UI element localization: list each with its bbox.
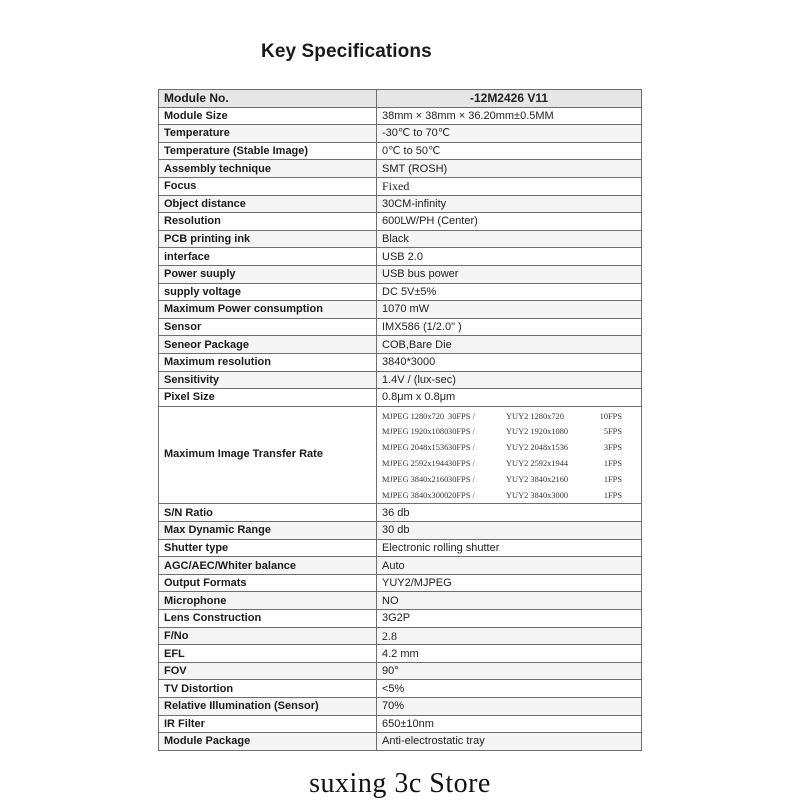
- fps-line: [382, 456, 641, 472]
- row-label: Temperature: [159, 125, 377, 143]
- row-value: 1070 mW: [377, 301, 642, 319]
- row-label: Sensitivity: [159, 371, 377, 389]
- row-label: Object distance: [159, 195, 377, 213]
- table-row: [159, 336, 642, 354]
- table-row: [159, 733, 642, 751]
- row-label: Output Formats: [159, 574, 377, 592]
- row-label: Maximum Power consumption: [159, 301, 377, 319]
- row-value: USB bus power: [377, 265, 642, 283]
- row-label: Sensor: [159, 318, 377, 336]
- row-value: 0℃ to 50℃: [377, 142, 642, 160]
- mjpeg-fps: 30FPS /: [448, 411, 475, 421]
- mjpeg-resolution: MJPEG 3840x3000: [382, 490, 449, 500]
- table-row: [159, 353, 642, 371]
- row-value: YUY2/MJPEG: [377, 574, 642, 592]
- row-value: Anti-electrostatic tray: [377, 733, 642, 751]
- table-row: [159, 504, 642, 522]
- row-label: PCB printing ink: [159, 230, 377, 248]
- mjpeg-fps: 20FPS /: [448, 490, 475, 500]
- table-row: [159, 125, 642, 143]
- fps-list: [382, 407, 641, 504]
- mjpeg-fps: 30FPS /: [448, 427, 475, 437]
- mjpeg-resolution: MJPEG 2592x1944: [382, 459, 449, 469]
- table-row: [159, 645, 642, 663]
- row-value: 36 db: [377, 504, 642, 522]
- yuy2-resolution: YUY2 3840x2160: [506, 474, 569, 484]
- row-value: DC 5V±5%: [377, 283, 642, 301]
- row-value: 38mm × 38mm × 36.20mm±0.5MM: [377, 107, 642, 125]
- row-value: -30℃ to 70℃: [377, 125, 642, 143]
- row-value: NO: [377, 592, 642, 610]
- row-label: S/N Ratio: [159, 504, 377, 522]
- row-value: Electronic rolling shutter: [377, 539, 642, 557]
- table-row: [159, 213, 642, 231]
- table-row: [159, 715, 642, 733]
- row-value: 1.4V / (lux-sec): [377, 371, 642, 389]
- store-name: suxing 3c Store: [309, 768, 491, 799]
- row-label: EFL: [159, 645, 377, 663]
- table-row: [159, 592, 642, 610]
- row-label: Lens Construction: [159, 610, 377, 628]
- row-label: Seneor Package: [159, 336, 377, 354]
- table-row: [159, 522, 642, 540]
- table-row: [159, 248, 642, 266]
- row-value: 70%: [377, 698, 642, 716]
- yuy2-fps: 1FPS: [603, 459, 622, 469]
- yuy2-resolution: YUY2 3840x3000: [506, 490, 569, 500]
- table-row: [159, 389, 642, 407]
- row-label: Relative Illumination (Sensor): [159, 698, 377, 716]
- row-label: Assembly technique: [159, 160, 377, 178]
- row-value: 650±10nm: [377, 715, 642, 733]
- row-label: Temperature (Stable Image): [159, 142, 377, 160]
- yuy2-resolution: YUY2 2592x1944: [506, 459, 569, 469]
- mjpeg-resolution: MJPEG 1280x720: [382, 411, 445, 421]
- yuy2-fps: 1FPS: [603, 490, 622, 500]
- row-value: Black: [377, 230, 642, 248]
- row-label: Focus: [159, 177, 377, 195]
- table-row: [159, 698, 642, 716]
- row-label: Microphone: [159, 592, 377, 610]
- row-value: 90°: [377, 662, 642, 680]
- yuy2-resolution: YUY2 2048x1536: [506, 443, 569, 453]
- row-label: Pixel Size: [159, 389, 377, 407]
- transfer-rate-label: Maximum Image Transfer Rate: [159, 406, 377, 504]
- yuy2-fps: 1FPS: [603, 474, 622, 484]
- mjpeg-fps: 30FPS /: [448, 443, 475, 453]
- table-row: [159, 142, 642, 160]
- row-value: Auto: [377, 557, 642, 575]
- transfer-rate-row: [159, 406, 642, 504]
- mjpeg-resolution: MJPEG 1920x1080: [382, 427, 449, 437]
- fps-line: [382, 472, 641, 488]
- table-row: [159, 301, 642, 319]
- row-value: 4.2 mm: [377, 645, 642, 663]
- row-value: 30 db: [377, 522, 642, 540]
- transfer-rate-values: [377, 406, 642, 504]
- yuy2-resolution: YUY2 1280x720: [506, 411, 564, 421]
- fps-line: [382, 488, 641, 504]
- row-value: 3G2P: [377, 610, 642, 628]
- fps-line: [382, 409, 641, 425]
- row-value: Fixed: [377, 177, 642, 195]
- table-row: [159, 283, 642, 301]
- spec-table: [158, 89, 642, 751]
- row-label: Resolution: [159, 213, 377, 231]
- row-value: 0.8μm x 0.8μm: [377, 389, 642, 407]
- row-label: Shutter type: [159, 539, 377, 557]
- header-label: Module No.: [159, 90, 377, 108]
- table-row: [159, 195, 642, 213]
- row-label: supply voltage: [159, 283, 377, 301]
- row-value: COB,Bare Die: [377, 336, 642, 354]
- table-row: [159, 265, 642, 283]
- row-label: FOV: [159, 662, 377, 680]
- row-value: 3840*3000: [377, 353, 642, 371]
- row-label: AGC/AEC/Whiter balance: [159, 557, 377, 575]
- mjpeg-fps: 30FPS /: [448, 474, 475, 484]
- row-label: Module Size: [159, 107, 377, 125]
- table-header-row: [159, 90, 642, 108]
- row-value: 600LW/PH (Center): [377, 213, 642, 231]
- table-row: [159, 318, 642, 336]
- row-label: Maximum resolution: [159, 353, 377, 371]
- row-value: SMT (ROSH): [377, 160, 642, 178]
- mjpeg-resolution: MJPEG 2048x1536: [382, 443, 449, 453]
- table-row: [159, 662, 642, 680]
- table-row: [159, 574, 642, 592]
- row-value: 30CM-infinity: [377, 195, 642, 213]
- yuy2-resolution: YUY2 1920x1080: [506, 427, 569, 437]
- table-row: [159, 177, 642, 195]
- yuy2-fps: 10FPS: [599, 411, 622, 421]
- fps-line: [382, 440, 641, 456]
- row-value: USB 2.0: [377, 248, 642, 266]
- spec-table-body: [159, 90, 642, 751]
- table-row: [159, 557, 642, 575]
- row-label: interface: [159, 248, 377, 266]
- row-label: F/No: [159, 627, 377, 645]
- page-title: Key Specifications: [261, 41, 432, 62]
- table-row: [159, 107, 642, 125]
- table-row: [159, 371, 642, 389]
- row-value: 2.8: [377, 627, 642, 645]
- row-label: Power suuply: [159, 265, 377, 283]
- row-value: <5%: [377, 680, 642, 698]
- table-row: [159, 539, 642, 557]
- row-label: Max Dynamic Range: [159, 522, 377, 540]
- row-label: Module Package: [159, 733, 377, 751]
- row-label: TV Distortion: [159, 680, 377, 698]
- table-row: [159, 160, 642, 178]
- table-row: [159, 627, 642, 645]
- row-label: IR Filter: [159, 715, 377, 733]
- yuy2-fps: 3FPS: [603, 443, 622, 453]
- table-row: [159, 610, 642, 628]
- table-row: [159, 680, 642, 698]
- yuy2-fps: 5FPS: [603, 427, 622, 437]
- fps-line: [382, 424, 641, 440]
- row-value: IMX586 (1/2.0" ): [377, 318, 642, 336]
- mjpeg-resolution: MJPEG 3840x2160: [382, 474, 449, 484]
- table-row: [159, 230, 642, 248]
- header-value: -12M2426 V11: [377, 90, 642, 108]
- mjpeg-fps: 30FPS /: [448, 459, 475, 469]
